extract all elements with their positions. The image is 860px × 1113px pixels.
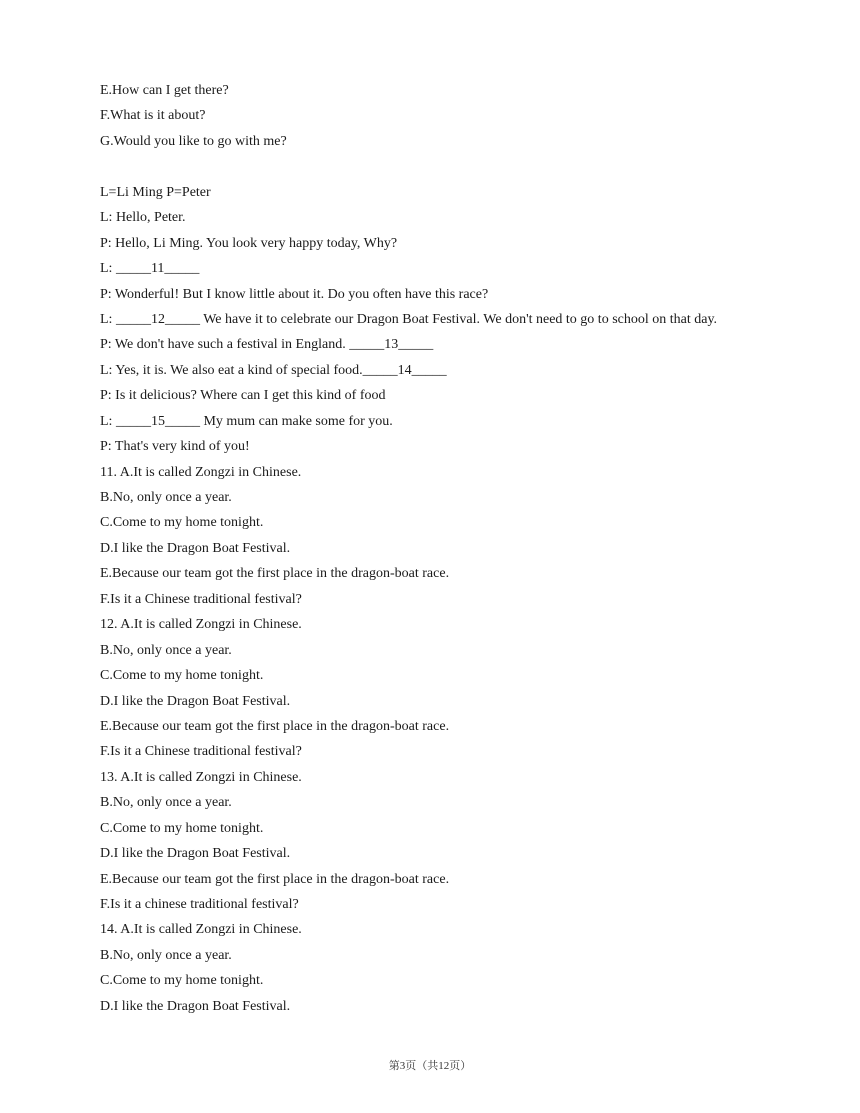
option-item: E.How can I get there? [100, 83, 229, 98]
question-option: C.Come to my home tonight. [100, 515, 264, 531]
dialogue-line: P: Is it delicious? Where can I get this kind of food [100, 388, 386, 404]
question-option: D.I like the Dragon Boat Festival. [100, 846, 291, 862]
question-option: 13. A.It is called Zongzi in Chinese. [100, 769, 302, 785]
options-top-list [100, 78, 800, 154]
dialogue-line: P: Wonderful! But I know little about it. Do you often have this race? [100, 286, 489, 302]
dialogue-line: L: _____11_____ [100, 261, 200, 277]
dialogue-line: L: _____12_____ We have it to celebrate our Dragon Boat Festival. We don't need to go to school on that day. [100, 311, 718, 327]
page-footer: 第3页（共12页） [388, 1060, 472, 1072]
question-option: B.No, only once a year. [100, 642, 232, 658]
dialogue-line: P: Hello, Li Ming. You look very happy today, Why? [100, 235, 398, 251]
question-option: D.I like the Dragon Boat Festival. [100, 693, 291, 709]
question-option: 12. A.It is called Zongzi in Chinese. [100, 617, 302, 633]
dialogue-line: P: We don't have such a festival in England. _____13_____ [100, 337, 434, 353]
question-option: B.No, only once a year. [100, 795, 232, 811]
dialogue-line: L: Yes, it is. We also eat a kind of special food._____14_____ [100, 362, 447, 378]
question-option: C.Come to my home tonight. [100, 668, 264, 684]
question-option: F.Is it a chinese traditional festival? [100, 897, 299, 912]
dialogue-section [100, 180, 800, 460]
dialogue-line: L: _____15_____ My mum can make some for you. [100, 413, 393, 429]
option-item: G.Would you like to go with me? [100, 133, 287, 149]
document-body [100, 78, 800, 1019]
question-options-section [100, 460, 800, 1020]
question-option: E.Because our team got the first place in the dragon-boat race. [100, 871, 450, 887]
question-option: C.Come to my home tonight. [100, 973, 264, 989]
question-option: F.Is it a Chinese traditional festival? [100, 744, 302, 760]
question-option: B.No, only once a year. [100, 490, 232, 505]
paragraph-gap [100, 154, 800, 179]
dialogue-line: P: That's very kind of you! [100, 439, 250, 455]
dialogue-line: L=Li Ming P=Peter [100, 184, 211, 200]
question-option: D.I like the Dragon Boat Festival. [100, 540, 291, 556]
question-option: B.No, only once a year. [100, 947, 232, 963]
question-option: D.I like the Dragon Boat Festival. [100, 998, 291, 1014]
question-option: E.Because our team got the first place in the dragon-boat race. [100, 718, 450, 734]
question-option: C.Come to my home tonight. [100, 820, 264, 836]
question-option: 11. A.It is called Zongzi in Chinese. [100, 464, 302, 480]
question-option: E.Because our team got the first place in the dragon-boat race. [100, 566, 450, 582]
question-option: 14. A.It is called Zongzi in Chinese. [100, 922, 302, 938]
question-option: F.Is it a Chinese traditional festival? [100, 591, 302, 607]
dialogue-line: L: Hello, Peter. [100, 210, 186, 226]
option-item: F.What is it about? [100, 108, 206, 124]
